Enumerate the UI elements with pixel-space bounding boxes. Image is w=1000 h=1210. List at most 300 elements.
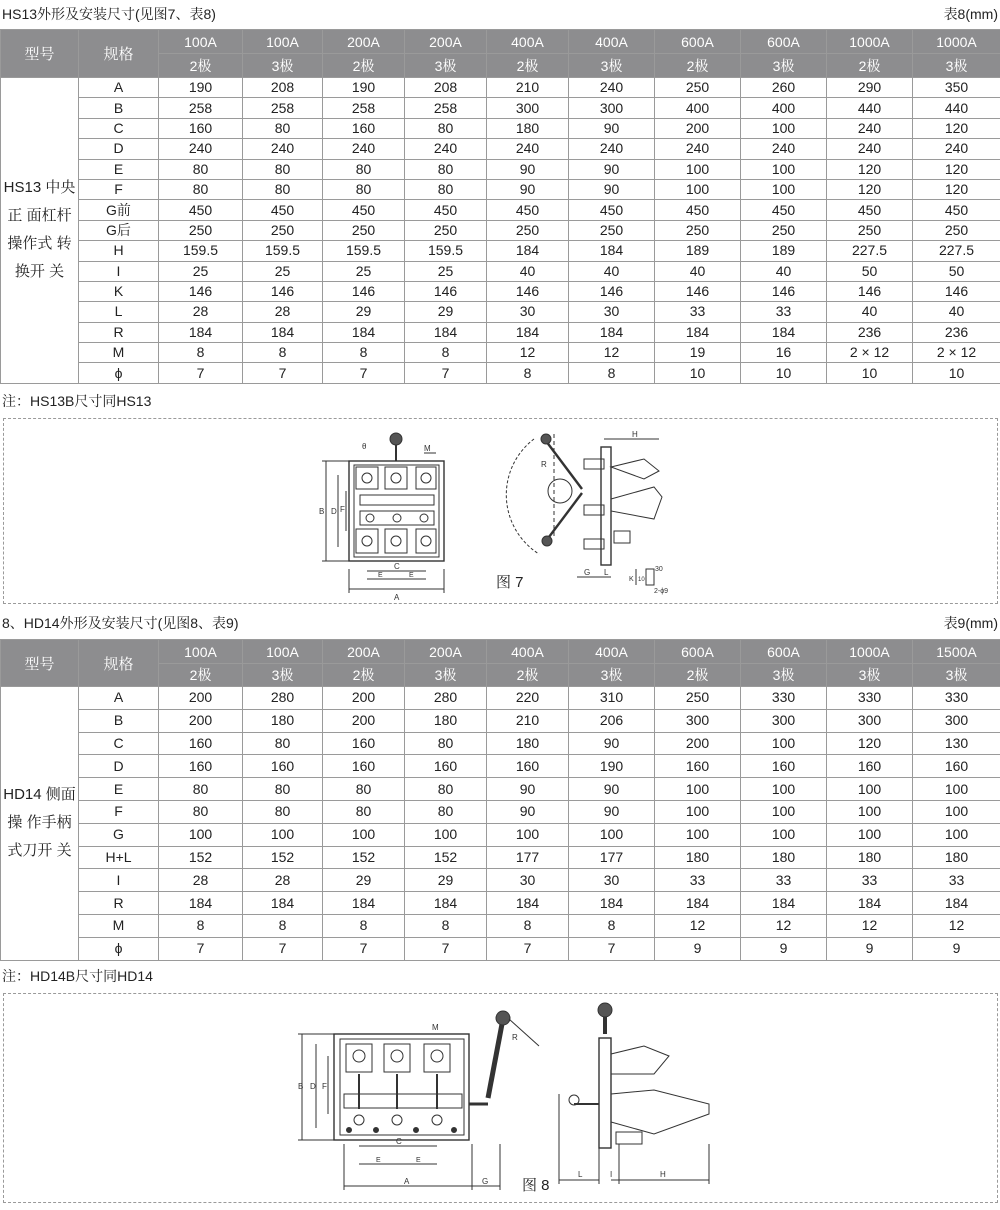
header-model: 型号	[1, 30, 79, 78]
dimension-value-cell: 184	[159, 892, 243, 915]
dimension-value-cell: 240	[487, 139, 569, 159]
dimension-value-cell: 28	[243, 869, 323, 892]
dimension-value-cell: 29	[405, 869, 487, 892]
dimension-value-cell: 12	[913, 914, 1000, 937]
dim-label: B	[298, 1082, 304, 1091]
dimension-value-cell: 159.5	[159, 241, 243, 261]
table-row	[1, 823, 1000, 846]
dim-label: D	[331, 507, 337, 516]
dimension-value-cell: 80	[243, 159, 323, 179]
header-current: 100A	[159, 640, 243, 664]
dimension-value-cell: 184	[741, 322, 827, 342]
dimension-value-cell: 90	[569, 179, 655, 199]
table-note: 注：HD14B尺寸同HD14	[2, 968, 153, 984]
dimension-value-cell: 146	[569, 281, 655, 301]
dimension-value-cell: 120	[827, 179, 913, 199]
dimension-value-cell: 8	[243, 343, 323, 363]
table-row	[1, 732, 1000, 755]
header-poles: 3极	[741, 664, 827, 687]
dimension-label-cell: D	[79, 755, 159, 778]
dimension-value-cell: 200	[159, 687, 243, 710]
dimension-value-cell: 8	[569, 914, 655, 937]
dimension-value-cell: 160	[827, 755, 913, 778]
dimension-value-cell: 12	[741, 914, 827, 937]
header-current: 400A	[487, 640, 569, 664]
section-caption	[0, 611, 1000, 635]
dimension-value-cell: 189	[655, 241, 741, 261]
header-poles: 2极	[159, 54, 243, 78]
table-row	[1, 322, 1000, 342]
dimension-value-cell: 100	[159, 823, 243, 846]
table-row	[1, 179, 1000, 199]
dimension-value-cell: 33	[741, 869, 827, 892]
header-current: 200A	[323, 30, 405, 54]
dim-label: M	[424, 444, 431, 453]
section-title: HS13外形及安装尺寸(见图7、表8)	[2, 6, 216, 22]
dim-label: A	[404, 1177, 410, 1186]
header-poles: 2极	[827, 54, 913, 78]
dimension-value-cell: 100	[913, 778, 1000, 801]
dimension-value-cell: 100	[827, 778, 913, 801]
header-current: 1000A	[827, 640, 913, 664]
dimension-label-cell: L	[79, 302, 159, 322]
dimension-value-cell: 19	[655, 343, 741, 363]
dimension-value-cell: 190	[323, 78, 405, 98]
table-row	[1, 709, 1000, 732]
dimension-value-cell: 184	[569, 322, 655, 342]
dimension-value-cell: 160	[159, 732, 243, 755]
dimension-value-cell: 160	[159, 755, 243, 778]
dimension-value-cell: 240	[243, 139, 323, 159]
dimension-value-cell: 90	[569, 800, 655, 823]
dimension-value-cell: 100	[655, 778, 741, 801]
dimension-value-cell: 450	[913, 200, 1000, 220]
dimension-value-cell: 120	[827, 732, 913, 755]
header-current: 1000A	[913, 30, 1000, 54]
table-row	[1, 914, 1000, 937]
dimension-value-cell: 30	[569, 869, 655, 892]
header-poles: 2极	[655, 664, 741, 687]
dimension-value-cell: 146	[159, 281, 243, 301]
dimension-value-cell: 25	[243, 261, 323, 281]
dimension-value-cell: 240	[405, 139, 487, 159]
dimension-value-cell: 80	[323, 800, 405, 823]
section-title: 8、HD14外形及安装尺寸(见图8、表9)	[2, 615, 239, 631]
dimension-value-cell: 9	[655, 937, 741, 960]
dimension-value-cell: 160	[913, 755, 1000, 778]
table-row	[1, 241, 1000, 261]
dim-label: 30	[655, 566, 663, 573]
dimension-value-cell: 100	[741, 823, 827, 846]
dimension-value-cell: 180	[243, 709, 323, 732]
table-row	[1, 892, 1000, 915]
dimension-value-cell: 146	[741, 281, 827, 301]
header-poles: 3极	[913, 54, 1000, 78]
dimension-value-cell: 120	[827, 159, 913, 179]
dimension-value-cell: 7	[569, 937, 655, 960]
dimension-value-cell: 50	[913, 261, 1000, 281]
dimension-value-cell: 100	[913, 800, 1000, 823]
dimension-value-cell: 29	[323, 302, 405, 322]
hs13-dimension-table	[0, 29, 1000, 384]
dimension-value-cell: 450	[243, 200, 323, 220]
dim-label: E	[376, 1157, 381, 1164]
dimension-value-cell: 210	[487, 709, 569, 732]
dimension-value-cell: 250	[159, 220, 243, 240]
dimension-value-cell: 80	[159, 800, 243, 823]
dimension-value-cell: 159.5	[405, 241, 487, 261]
dim-label: L	[578, 1170, 583, 1179]
dimension-value-cell: 8	[243, 914, 323, 937]
header-current: 200A	[405, 640, 487, 664]
dimension-label-cell: C	[79, 118, 159, 138]
header-spec: 规格	[79, 30, 159, 78]
dimension-value-cell: 152	[159, 846, 243, 869]
dimension-value-cell: 450	[569, 200, 655, 220]
dimension-label-cell: M	[79, 914, 159, 937]
dimension-value-cell: 450	[827, 200, 913, 220]
dimension-value-cell: 120	[913, 179, 1000, 199]
header-poles: 3极	[243, 54, 323, 78]
dimension-value-cell: 250	[405, 220, 487, 240]
table-row	[1, 98, 1000, 118]
dimension-value-cell: 330	[741, 687, 827, 710]
dimension-value-cell: 184	[487, 322, 569, 342]
dimension-value-cell: 28	[159, 869, 243, 892]
dimension-value-cell: 160	[243, 755, 323, 778]
dimension-label-cell: D	[79, 139, 159, 159]
dimension-value-cell: 300	[913, 709, 1000, 732]
dimension-value-cell: 12	[569, 343, 655, 363]
dimension-value-cell: 33	[741, 302, 827, 322]
dimension-value-cell: 80	[405, 732, 487, 755]
dimension-value-cell: 180	[487, 118, 569, 138]
dimension-value-cell: 90	[569, 118, 655, 138]
table-row	[1, 302, 1000, 322]
dimension-value-cell: 40	[913, 302, 1000, 322]
dimension-value-cell: 189	[741, 241, 827, 261]
dimension-value-cell: 120	[913, 159, 1000, 179]
dimension-value-cell: 25	[405, 261, 487, 281]
dim-label: C	[394, 562, 400, 571]
dimension-label-cell: E	[79, 159, 159, 179]
dimension-value-cell: 184	[405, 322, 487, 342]
dimension-value-cell: 240	[655, 139, 741, 159]
dimension-label-cell: B	[79, 98, 159, 118]
header-current: 600A	[655, 640, 741, 664]
dimension-value-cell: 100	[741, 800, 827, 823]
dimension-value-cell: 100	[405, 823, 487, 846]
header-poles: 2极	[655, 54, 741, 78]
header-poles: 3极	[243, 664, 323, 687]
dimension-value-cell: 300	[569, 98, 655, 118]
header-poles: 2极	[487, 54, 569, 78]
dimension-value-cell: 80	[405, 159, 487, 179]
dim-label: D	[310, 1082, 316, 1091]
dimension-value-cell: 100	[655, 179, 741, 199]
dimension-value-cell: 208	[243, 78, 323, 98]
dimension-value-cell: 30	[487, 869, 569, 892]
dimension-value-cell: 330	[827, 687, 913, 710]
dimension-value-cell: 260	[741, 78, 827, 98]
dimension-value-cell: 90	[569, 159, 655, 179]
dimension-value-cell: 184	[569, 892, 655, 915]
table-row	[1, 937, 1000, 960]
dim-label: A	[394, 593, 400, 602]
dim-label: M	[432, 1023, 439, 1032]
header-poles: 3极	[827, 664, 913, 687]
table-row	[1, 261, 1000, 281]
section-caption	[0, 2, 1000, 26]
dim-label: 2-ϕ9	[654, 588, 669, 595]
dimension-value-cell: 300	[655, 709, 741, 732]
dimension-value-cell: 100	[827, 800, 913, 823]
header-poles: 3极	[913, 664, 1000, 687]
table-row	[1, 687, 1000, 710]
dimension-value-cell: 100	[487, 823, 569, 846]
dimension-label-cell: I	[79, 261, 159, 281]
dimension-label-cell: ϕ	[79, 937, 159, 960]
dimension-value-cell: 240	[323, 139, 405, 159]
table-row	[1, 869, 1000, 892]
dimension-value-cell: 7	[323, 363, 405, 383]
dim-label: F	[322, 1082, 327, 1091]
dimension-value-cell: 28	[243, 302, 323, 322]
dimension-label-cell: R	[79, 322, 159, 342]
dimension-value-cell: 80	[159, 778, 243, 801]
dimension-value-cell: 100	[741, 159, 827, 179]
figure-8-drawing	[4, 994, 999, 1204]
dimension-value-cell: 184	[913, 892, 1000, 915]
dimension-value-cell: 190	[159, 78, 243, 98]
dimension-value-cell: 40	[655, 261, 741, 281]
dimension-value-cell: 90	[487, 800, 569, 823]
dimension-value-cell: 250	[655, 687, 741, 710]
dimension-label-cell: A	[79, 78, 159, 98]
dimension-value-cell: 184	[655, 322, 741, 342]
dimension-value-cell: 200	[655, 118, 741, 138]
header-current: 400A	[487, 30, 569, 54]
dimension-value-cell: 90	[487, 179, 569, 199]
dimension-label-cell: E	[79, 778, 159, 801]
dimension-value-cell: 450	[741, 200, 827, 220]
header-current: 200A	[405, 30, 487, 54]
dim-label: C	[396, 1137, 402, 1146]
dimension-value-cell: 100	[741, 778, 827, 801]
dimension-value-cell: 440	[913, 98, 1000, 118]
table-number: 表9(mm)	[943, 615, 998, 631]
dimension-value-cell: 258	[405, 98, 487, 118]
dimension-value-cell: 236	[827, 322, 913, 342]
dimension-value-cell: 280	[405, 687, 487, 710]
dimension-value-cell: 227.5	[827, 241, 913, 261]
dimension-label-cell: I	[79, 869, 159, 892]
dimension-label-cell: G	[79, 823, 159, 846]
dimension-value-cell: 190	[569, 755, 655, 778]
dimension-value-cell: 50	[827, 261, 913, 281]
dimension-value-cell: 160	[655, 755, 741, 778]
table-row	[1, 78, 1000, 98]
dimension-value-cell: 100	[741, 118, 827, 138]
dimension-value-cell: 159.5	[323, 241, 405, 261]
dimension-value-cell: 100	[569, 823, 655, 846]
dimension-value-cell: 100	[655, 823, 741, 846]
dimension-value-cell: 180	[827, 846, 913, 869]
dimension-value-cell: 240	[569, 78, 655, 98]
dimension-value-cell: 90	[487, 159, 569, 179]
dimension-value-cell: 100	[741, 732, 827, 755]
dimension-value-cell: 2 × 12	[827, 343, 913, 363]
header-spec: 规格	[79, 640, 159, 687]
dimension-value-cell: 184	[159, 322, 243, 342]
dim-label: I	[610, 1170, 613, 1179]
dimension-value-cell: 146	[827, 281, 913, 301]
dimension-value-cell: 80	[323, 778, 405, 801]
header-poles: 3极	[405, 54, 487, 78]
dimension-label-cell: A	[79, 687, 159, 710]
dimension-value-cell: 80	[323, 179, 405, 199]
dimension-value-cell: 146	[655, 281, 741, 301]
dimension-value-cell: 100	[655, 159, 741, 179]
dimension-value-cell: 240	[827, 118, 913, 138]
dimension-value-cell: 8	[405, 343, 487, 363]
header-poles: 3极	[569, 664, 655, 687]
dimension-value-cell: 40	[741, 261, 827, 281]
dimension-value-cell: 240	[569, 139, 655, 159]
header-current: 400A	[569, 30, 655, 54]
header-current: 200A	[323, 640, 405, 664]
dim-label: R	[541, 460, 547, 469]
dimension-value-cell: 7	[405, 937, 487, 960]
dimension-label-cell: M	[79, 343, 159, 363]
dimension-value-cell: 25	[159, 261, 243, 281]
dimension-value-cell: 7	[243, 937, 323, 960]
dimension-value-cell: 90	[569, 778, 655, 801]
dimension-value-cell: 8	[323, 343, 405, 363]
dimension-value-cell: 184	[741, 892, 827, 915]
dimension-value-cell: 80	[159, 179, 243, 199]
dimension-value-cell: 12	[655, 914, 741, 937]
dimension-value-cell: 220	[487, 687, 569, 710]
header-current: 100A	[243, 30, 323, 54]
dimension-value-cell: 33	[655, 302, 741, 322]
dimension-value-cell: 2 × 12	[913, 343, 1000, 363]
table-row	[1, 800, 1000, 823]
dimension-value-cell: 250	[655, 78, 741, 98]
header-poles: 2极	[323, 664, 405, 687]
dim-label: θ	[362, 442, 367, 451]
dimension-value-cell: 80	[243, 778, 323, 801]
dimension-label-cell: H+L	[79, 846, 159, 869]
dimension-value-cell: 184	[323, 322, 405, 342]
dim-label: K	[629, 576, 634, 583]
dimension-value-cell: 160	[323, 755, 405, 778]
dimension-value-cell: 258	[159, 98, 243, 118]
dimension-value-cell: 152	[405, 846, 487, 869]
dimension-value-cell: 152	[243, 846, 323, 869]
dimension-value-cell: 130	[913, 732, 1000, 755]
header-poles: 3极	[569, 54, 655, 78]
dimension-value-cell: 30	[569, 302, 655, 322]
table-body	[1, 78, 1000, 384]
table-row	[1, 363, 1000, 383]
dimension-value-cell: 146	[487, 281, 569, 301]
dimension-value-cell: 40	[569, 261, 655, 281]
table-row	[1, 200, 1000, 220]
dimension-value-cell: 330	[913, 687, 1000, 710]
table-row	[1, 118, 1000, 138]
header-current: 600A	[655, 30, 741, 54]
dimension-value-cell: 227.5	[913, 241, 1000, 261]
dimension-value-cell: 10	[741, 363, 827, 383]
dimension-value-cell: 250	[323, 220, 405, 240]
dimension-value-cell: 10	[827, 363, 913, 383]
dim-label: 10	[638, 577, 645, 583]
dimension-value-cell: 184	[487, 892, 569, 915]
dimension-value-cell: 258	[243, 98, 323, 118]
dimension-value-cell: 160	[405, 755, 487, 778]
dim-label: H	[660, 1170, 666, 1179]
dimension-value-cell: 160	[741, 755, 827, 778]
dimension-value-cell: 120	[913, 118, 1000, 138]
dimension-value-cell: 7	[323, 937, 405, 960]
dimension-value-cell: 184	[569, 241, 655, 261]
header-current: 600A	[741, 640, 827, 664]
header-model: 型号	[1, 640, 79, 687]
dim-label: E	[409, 572, 414, 579]
dimension-value-cell: 250	[569, 220, 655, 240]
dimension-value-cell: 8	[487, 914, 569, 937]
dimension-value-cell: 80	[243, 732, 323, 755]
dimension-value-cell: 160	[487, 755, 569, 778]
dimension-value-cell: 12	[827, 914, 913, 937]
dimension-value-cell: 146	[323, 281, 405, 301]
dimension-label-cell: F	[79, 179, 159, 199]
dimension-value-cell: 7	[487, 937, 569, 960]
figure-7-panel	[3, 418, 998, 604]
dimension-label-cell: H	[79, 241, 159, 261]
dimension-value-cell: 80	[405, 778, 487, 801]
dim-label: L	[604, 568, 609, 577]
dimension-label-cell: F	[79, 800, 159, 823]
dimension-value-cell: 280	[243, 687, 323, 710]
dimension-value-cell: 310	[569, 687, 655, 710]
dimension-value-cell: 80	[159, 159, 243, 179]
table-row	[1, 778, 1000, 801]
dimension-label-cell: R	[79, 892, 159, 915]
model-name-cell: HD14 侧面操 作手柄 式刀开 关	[1, 687, 79, 961]
dimension-value-cell: 29	[405, 302, 487, 322]
dimension-label-cell: K	[79, 281, 159, 301]
dimension-value-cell: 400	[655, 98, 741, 118]
figure-7-drawing	[4, 419, 999, 605]
dimension-value-cell: 240	[159, 139, 243, 159]
dimension-value-cell: 80	[243, 179, 323, 199]
dimension-value-cell: 210	[487, 78, 569, 98]
dimension-value-cell: 240	[827, 139, 913, 159]
dimension-value-cell: 146	[913, 281, 1000, 301]
dimension-value-cell: 100	[655, 800, 741, 823]
table-row	[1, 281, 1000, 301]
dimension-value-cell: 10	[655, 363, 741, 383]
dimension-value-cell: 90	[487, 778, 569, 801]
dimension-label-cell: G前	[79, 200, 159, 220]
header-poles: 2极	[159, 664, 243, 687]
table-note: 注：HS13B尺寸同HS13	[2, 393, 152, 409]
dim-label: E	[378, 572, 383, 579]
dim-label: H	[632, 430, 638, 439]
dimension-value-cell: 160	[323, 118, 405, 138]
